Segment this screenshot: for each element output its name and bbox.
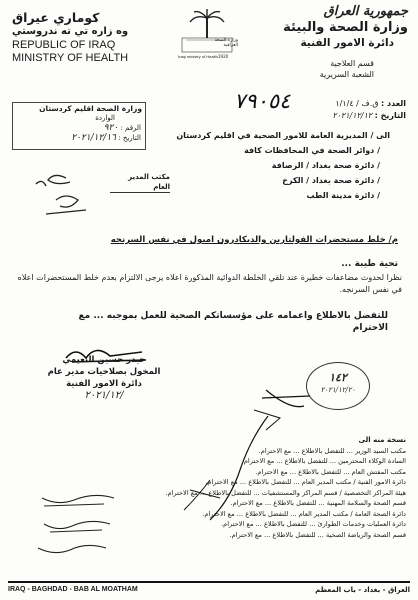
incoming-stamp bbox=[12, 102, 146, 150]
gm-office-label: مكتب المدير العام bbox=[110, 172, 170, 193]
signatory-name: حيدر حسين النعيمي bbox=[62, 355, 146, 365]
number-handwritten: ٧٩٠٥٤ bbox=[234, 89, 291, 113]
dept-ar: دائرة الامور الفنية bbox=[300, 37, 394, 49]
footer-rule bbox=[8, 581, 410, 583]
copy-to-item: هيئة المراكز التخصصية / قسم المراكز والمستشفيات ... للتفضل بالاطلاع ... مع الاحترام. bbox=[165, 488, 406, 497]
footer-address-en: IRAQ - BAGHDAD - BAB AL MOATHAM bbox=[8, 586, 138, 593]
copy-to-item: دائرة الامور الفنية / مكتب المدير العام ... للتفضل بالاطلاع ... مع الاحترام. bbox=[205, 478, 406, 486]
ministry-ar: وزارة الصحة والبيئة bbox=[283, 20, 408, 35]
number-value: ق.ف / ١/١/٤ bbox=[335, 99, 379, 108]
section-ar: قسم العلاجية bbox=[330, 59, 374, 68]
logo-text-en: Iraqi ministry of Health bbox=[178, 54, 218, 59]
copy-to-item: مكتب المفتش العام ... للتفضل بالاطلاع ... مع الاحترام. bbox=[255, 467, 406, 476]
country-ar: جمهورية العراق bbox=[323, 4, 408, 19]
recipient-item: / دوائر الصحة في المحافظات كافة bbox=[244, 146, 380, 155]
incoming-stamp-number bbox=[13, 123, 145, 133]
recipient-item: / دائرة صحة بغداد / الكرخ bbox=[282, 176, 380, 185]
signatory-role: المخول بصلاحيات مدير عام bbox=[47, 367, 161, 377]
copy-to-item: السادة الوكلاء المحترمين ... للتفضل بالاطلاع ... مع الاحترام. bbox=[241, 457, 406, 465]
incoming-date-value: ٢٠٢١/١٢/١٦ bbox=[71, 133, 116, 143]
incoming-stamp-date bbox=[13, 133, 145, 143]
incoming-number-value: ٩٢٠ bbox=[103, 123, 119, 133]
incoming-stamp-line1: وزارة الصحة اقليم كردستان bbox=[39, 104, 142, 113]
ministry-ku: وه زاره تي ته ندروستي bbox=[12, 26, 129, 37]
country-en: REPUBLIC OF IRAQ bbox=[12, 39, 116, 51]
recipients-list bbox=[150, 128, 390, 203]
handwritten-notes bbox=[14, 490, 124, 570]
recipient-item: / دائرة مدينة الطب bbox=[306, 191, 380, 200]
ministry-logo bbox=[176, 8, 238, 66]
recipient-item: الى / المديرية العامة للامور الصحية في اقليم كردستان bbox=[176, 131, 390, 140]
received-stamp-date: ٢٠٢١/١٢/٢٠ bbox=[320, 386, 356, 394]
date-label: التاريخ : bbox=[374, 111, 406, 120]
signatory-dept: دائرة الامور الفنية bbox=[66, 379, 142, 389]
country-ku: كوماري عيراق bbox=[12, 10, 100, 25]
copy-to-item: قسم الصحة والرياضة الصحية ... للتفضل بالاطلاع ... مع الاحترام. bbox=[229, 530, 406, 539]
closing-text: للتفضل بالاطلاع واعمامه على مؤسساتكم الصحية للعمل بموجبه ... مع الاحترام bbox=[78, 311, 388, 333]
copy-to-item: مكتب السيد الوزير ... للتفضل بالاطلاع ... مع الاحترام. bbox=[258, 446, 406, 455]
incoming-stamp-line2: الواردة bbox=[95, 114, 115, 122]
ministry-en: MINISTRY OF HEALTH bbox=[12, 52, 129, 64]
logo-year: 1920 bbox=[218, 54, 229, 59]
number-label: العدد : bbox=[381, 99, 406, 108]
incoming-number-label: الرقم : bbox=[120, 124, 141, 132]
signature-block bbox=[44, 354, 164, 402]
recipient-item: / دائرة صحة بغداد / الرصافة bbox=[271, 161, 380, 170]
handwritten-scribble bbox=[26, 170, 96, 230]
signature-date: ٢٠٢١/١٢/ bbox=[84, 390, 124, 401]
copy-to-heading: نسخة منه الى bbox=[358, 436, 406, 444]
footer-address-ar: العراق - بغداد - باب المعظم bbox=[315, 586, 410, 594]
subject-line: م/ خلط مستحضرات الفولتارين والديكادرون امبول في نفس السرنجه bbox=[110, 235, 398, 245]
body-text: نظرا لحدوث مضاعفات خطيرة عند تلقي الخلطة الدوائية المذكورة اعلاه يرجى الالتزام بعدم خلط المستحضرات اعلاه في نفس السرنجه. bbox=[17, 273, 402, 294]
date-value: ٢٠٢١/١٢/١٢ bbox=[332, 111, 373, 120]
header-left bbox=[12, 10, 152, 65]
incoming-date-label: التاريخ : bbox=[118, 134, 141, 142]
copy-to-item: قسم الصحة والسلامة المهنية ... للتفضل بالاطلاع ... مع الاحترام. bbox=[230, 499, 406, 507]
division-ar: الشعبة السريرية bbox=[319, 70, 374, 79]
copy-to-section bbox=[116, 435, 406, 540]
greeting: تحية طيبة ... bbox=[341, 259, 398, 269]
received-stamp-number: ١٤٢ bbox=[329, 371, 347, 384]
logo-text-ar: وزارة الصحة العراقية bbox=[214, 38, 238, 48]
header-right bbox=[258, 4, 408, 80]
copy-to-item: دائرة الصحة العامة / مكتب المدير العام ... للتفضل بالاطلاع ... مع الاحترام. bbox=[202, 509, 406, 518]
copy-to-item: دائرة العمليات وخدمات الطوارئ ... للتفضل بالاطلاع ... مع الاحترام. bbox=[221, 520, 406, 528]
